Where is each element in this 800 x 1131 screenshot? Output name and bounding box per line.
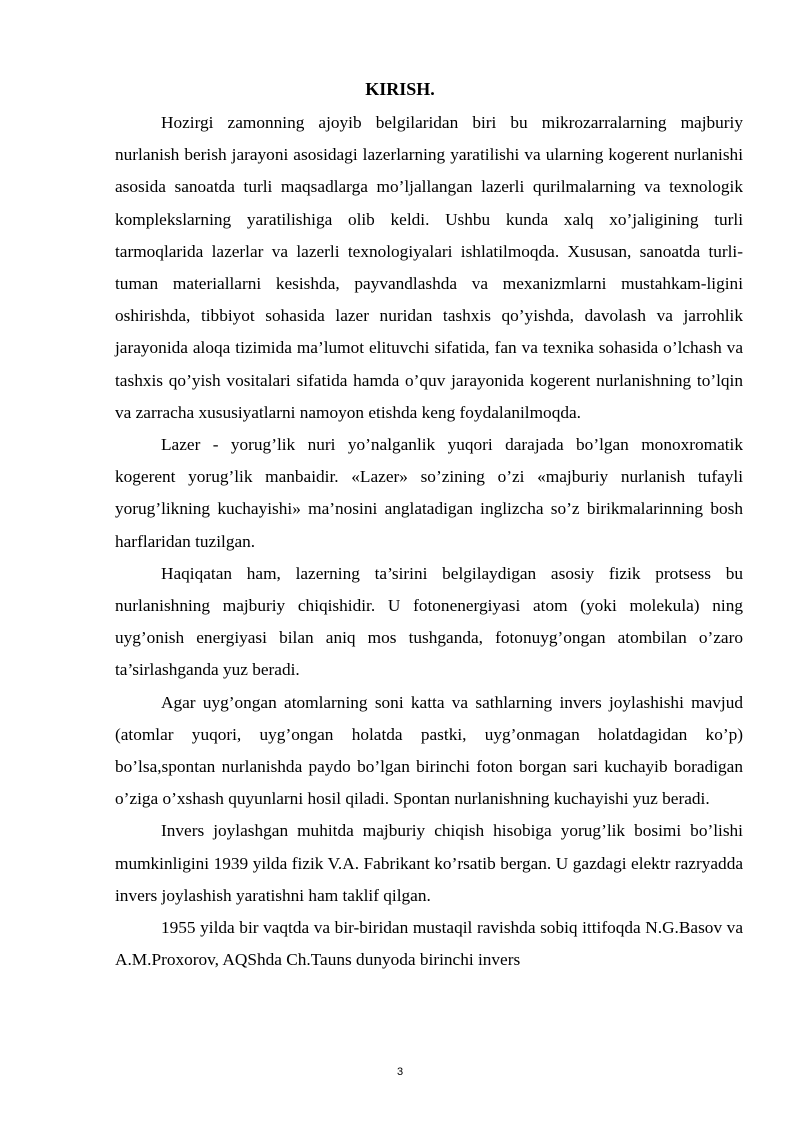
paragraph: Haqiqatan ham, lazerning ta’sirini belgilaydigan asosiy fizik protsess bu nurlanishning majburiy chiqishidir. U fotonenergiyasi atom (yoki molekula) ning uyg’onish energiyasi bilan aniq mos tushganda, fotonuyg’ongan atombilan o’zaro ta’sirlashganda yuz beradi.: [115, 563, 743, 680]
page-number: 3: [396, 1066, 404, 1078]
document-title: KIRISH.: [365, 79, 435, 99]
document-body: [115, 107, 743, 976]
paragraph: Agar uyg’ongan atomlarning soni katta va sathlarning invers joylashishi mavjud (atomlar yuqori, uyg’ongan holatda pastki, uyg’onmagan holatdagidan ko’p) bo’lsa,spontan nurlanishda paydo bo’lgan birinchi foton borgan sari kuchayib boradigan o’ziga o’xshash quyunlarni hosil qiladi. Spontan nurlanishning kuchayishi yuz beradi.: [115, 692, 743, 809]
paragraph: 1955 yilda bir vaqtda va bir-biridan mustaqil ravishda sobiq ittifoqda N.G.Basov va A.M.Proxorov, AQShda Ch.Tauns dunyoda birinchi invers: [115, 918, 743, 970]
paragraph: Invers joylashgan muhitda majburiy chiqish hisobiga yorug’lik bosimi bo’lishi mumkinligini 1939 yilda fizik V.A. Fabrikant ko’rsatib bergan. U gazdagi elektr razryadda invers joylashish yaratishni ham taklif qilgan.: [115, 821, 743, 905]
paragraph: Lazer - yorug’lik nuri yo’nalganlik yuqori darajada bo’lgan monoxromatik kogerent yorug’lik manbaidir. «Lazer» so’zining o’zi «majburiy nurlanish tufayli yorug’likning kuchayishi» ma’nosini anglatadigan inglizcha so’z birikmalarinning bosh harflaridan tuzilgan.: [115, 435, 743, 551]
paragraph: Hozirgi zamonning ajoyib belgilaridan biri bu mikrozarralarning majburiy nurlanish berish jarayoni asosidagi lazerlarning yaratilishi va ularning kogerent nurlanishi asosida sanoatda turli maqsadlarga mo’ljallangan lazerli qurilmalarning va texnologik komplekslarning yaratilishiga olib keldi. Ushbu kunda xalq xo’jaligining turli tarmoqlarida lazerlar va lazerli texnologiyalari ishlatilmoqda. Xususan, sanoatda turli-tuman materiallarni kesishda, payvandlashda va mexanizmlarni mustahkam-ligini oshirishda, tibbiyot sohasida lazer nuridan tashxis qo’yishda, davolash va jarrohlik jarayonida aloqa tizimida ma’lumot elituvchi sifatida, fan va texnika sohasida o’lchash va tashxis qo’yish vositalari sifatida hamda o’quv jarayonida kogerent nurlanishning to’lqin va zarracha xususiyatlarni namoyon etishda keng foydalanilmoqda.: [115, 113, 743, 422]
